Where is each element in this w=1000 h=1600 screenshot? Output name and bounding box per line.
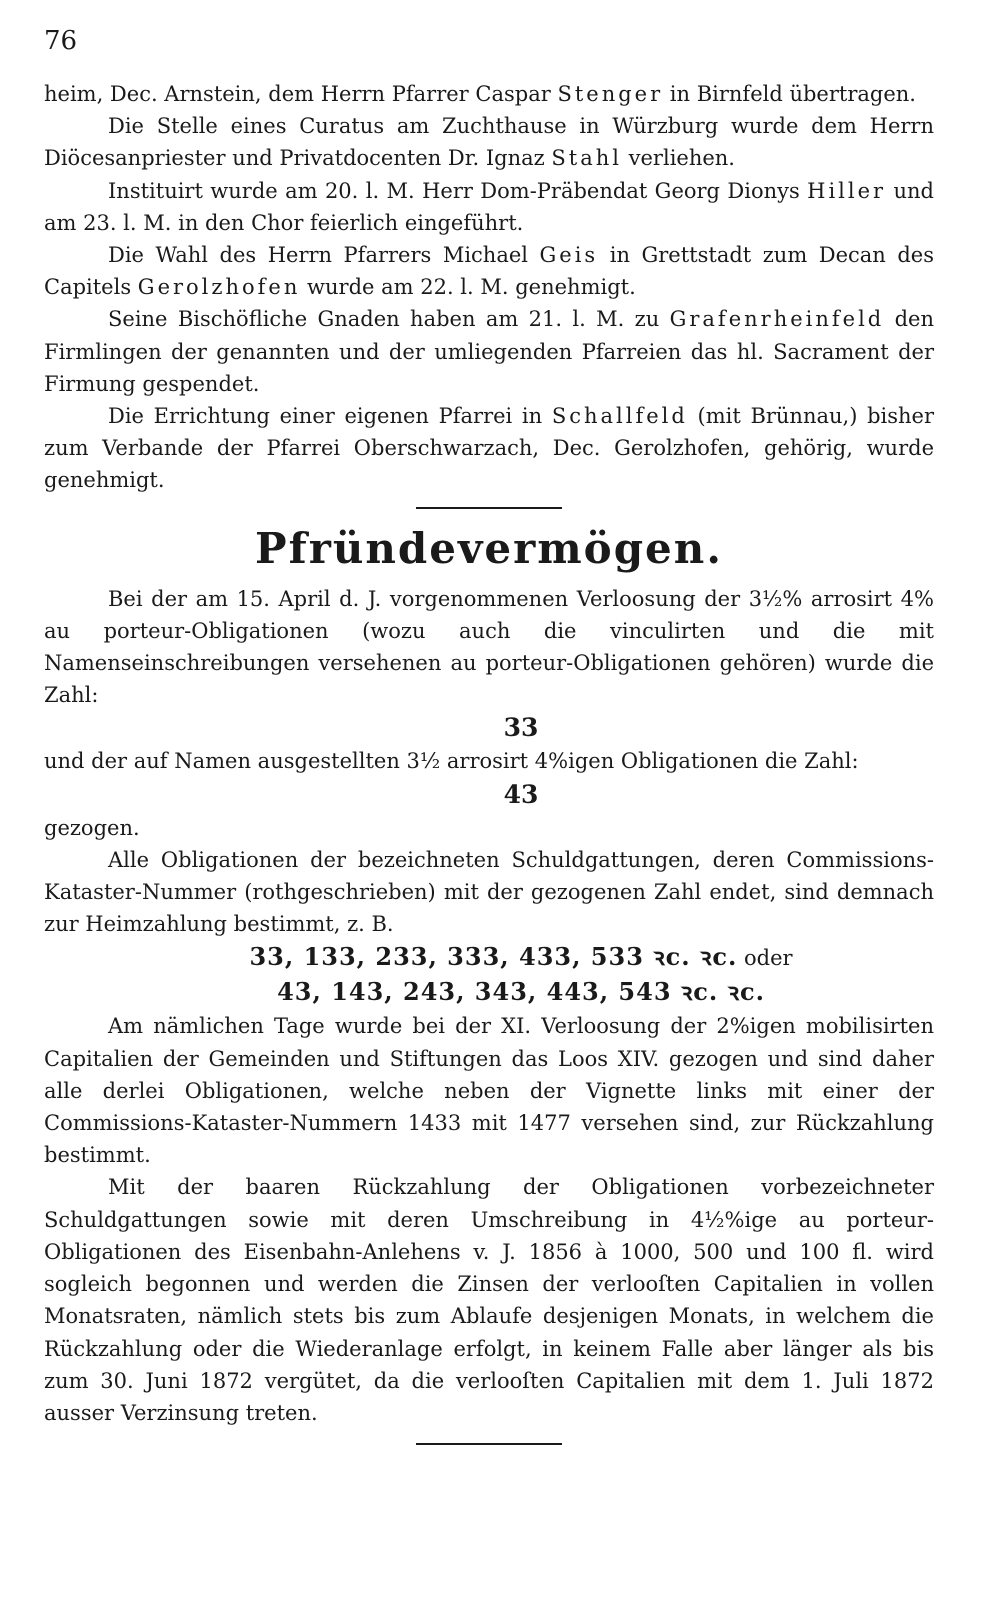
text-gezogen: gezogen. (44, 815, 140, 840)
spaced-name: Gerolzhofen (137, 275, 301, 300)
paragraph-pfarrei: Die Errichtung einer eigenen Pfarrei in Schallfeld (mit Brünnau,) bisher zum Verbande der Pfarrei Oberschwarzach, Dec. Gerolzhofen, gehörig, wurde genehmigt. (44, 404, 934, 493)
spaced-name: Geis (539, 243, 599, 268)
paragraph-namen: und der auf Namen ausgestellten 3½ arrosirt 4%igen Obligationen die Zahl: (44, 749, 859, 774)
paragraph-obligationen: Alle Obligationen der bezeichneten Schuldgattungen, deren Commissions-Kataster-Nummer (rothgeschrieben) mit der gezogenen Zahl endet, sind demnach zur Heimzahlung bestimmt, z. B. (44, 847, 934, 937)
paragraph-curatus: Die Stelle eines Curatus am Zuchthause in Würzburg wurde dem Herrn Diöcesanpriester und Privatdocenten Dr. Ignaz Stahl verliehen. (44, 114, 934, 171)
spaced-name: Grafenrheinfeld (669, 307, 885, 332)
drawn-number-2: 43 (503, 779, 539, 809)
paragraph-firmung: Seine Bischöfliche Gnaden haben am 21. l. M. zu Grafenrheinfeld den Firmlingen der genannten und der umliegenden Pfarreien das hl. Sacrament der Firmung gespendet. (44, 307, 934, 396)
section-divider (416, 507, 562, 509)
paragraph-xi-verloosung: Am nämlichen Tage wurde bei der XI. Verloosung der 2%igen mobilisirten Capitalien der Gemeinden und Stiftungen das Loos XIV. gezogen und sind daher alle derlei Obligationen, welche neben der Vignette links mit einer der Commissions-Kataster-Nummern 1433 mit 1477 versehen sind, zur Rückzahlung bestimmt. (44, 1014, 934, 1168)
number-sequence-2: 43, 143, 243, 343, 443, 543 ꝛc. ꝛc. (277, 977, 765, 1007)
page-number: 76 (44, 26, 78, 56)
drawn-number-1: 33 (503, 713, 539, 743)
paragraph-birnfeld: heim, Dec. Arnstein, dem Herrn Pfarrer Caspar Stenger in Birnfeld übertragen. (44, 82, 916, 106)
paragraph-instituirt: Instituirt wurde am 20. l. M. Herr Dom-Präbendat Georg Dionys Hiller und am 23. l. M. in den Chor feierlich eingeführt. (44, 178, 934, 235)
spaced-name: Hiller (807, 178, 887, 203)
page-body (44, 78, 934, 1459)
section-heading: Pfründevermögen. (255, 523, 723, 573)
spaced-name: Stahl (551, 146, 622, 171)
paragraph-rueckzahlung: Mit der baaren Rückzahlung der Obligationen vorbezeichneter Schuldgattungen sowie mit deren Umschreibung in 4½%ige au porteur-Obligationen des Eisenbahn-Anlehens v. J. 1856 à 1000, 500 und 100 fl. wird sogleich begonnen und werden die Zinsen der verlooſten Capitalien in vollen Monatsraten, nämlich stets bis zum Ablaufe desjenigen Monats, in welchem die Rückzahlung oder die Wiederanlage erfolgt, in keinem Falle aber länger als bis zum 30. Juni 1872 vergütet, da die verlooſten Capitalien mit dem 1. Juli 1872 ausser Verzinsung treten. (44, 1175, 934, 1425)
spaced-name: Schallfeld (551, 404, 688, 429)
spaced-name: Stenger (557, 82, 664, 106)
paragraph-verloosung-intro: Bei der am 15. April d. J. vorgenommenen Verloosung der 3½% arrosirt 4% au porteur-Obligationen (wozu auch die vinculirten und die mit Namenseinschreibungen versehenen au porteur-Obligationen gehören) wurde die Zahl: (44, 586, 934, 708)
end-divider (416, 1443, 562, 1445)
number-sequence-1: 33, 133, 233, 333, 433, 533 ꝛc. ꝛc. oder (249, 942, 793, 972)
paragraph-decan-wahl: Die Wahl des Herrn Pfarrers Michael Geis in Grettstadt zum Decan des Capitels Gerolzhofen wurde am 22. l. M. genehmigt. (44, 243, 934, 300)
